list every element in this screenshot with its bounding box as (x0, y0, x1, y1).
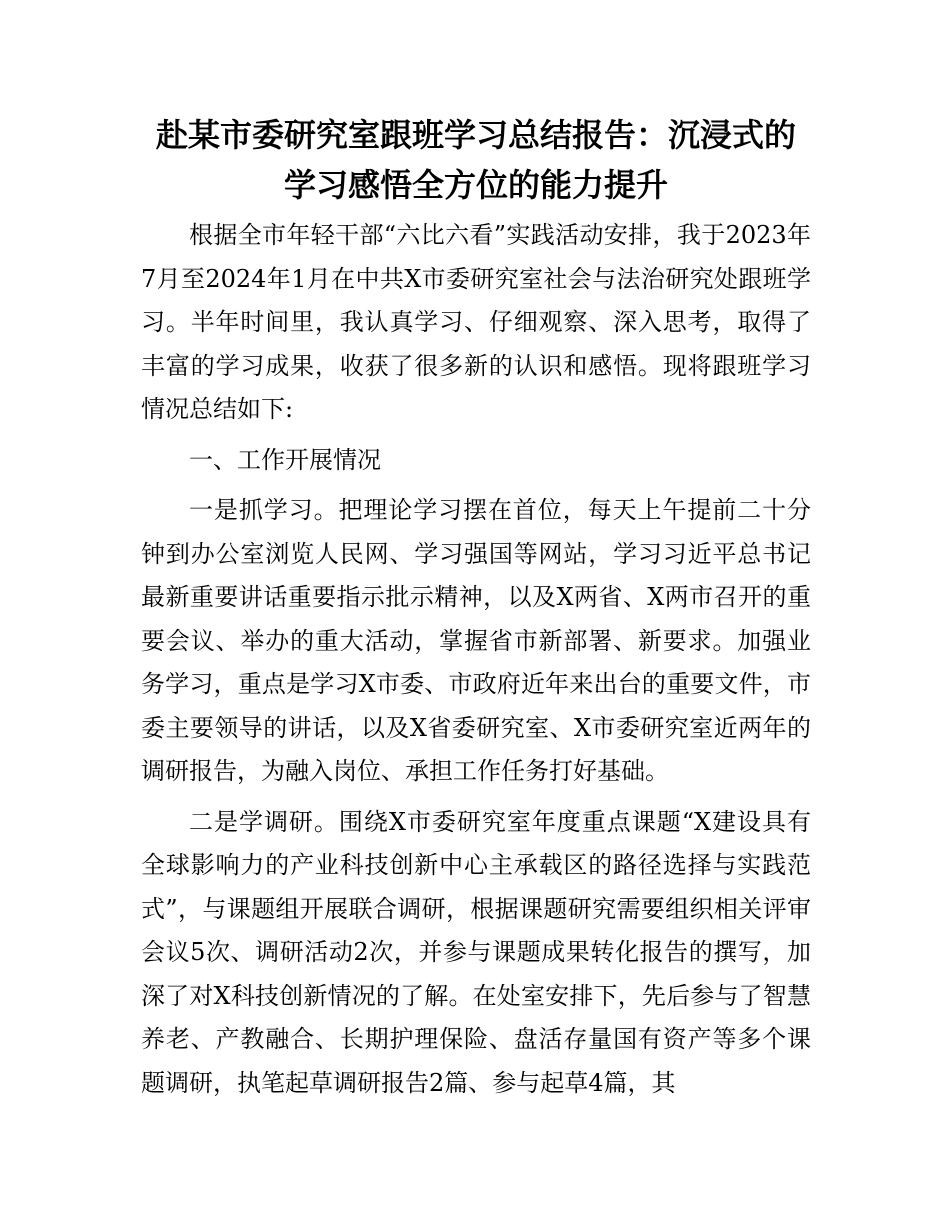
intro-paragraph: 根据全市年轻干部“六比六看”实践活动安排，我于2023年7月至2024年1月在中共X市委研究室社会与法治研究处跟班学习。半年时间里，我认真学习、仔细观察、深入思考，取得了丰富的学习成果，收获了很多新的认识和感悟。现将跟班学习情况总结如下: (141, 221, 811, 423)
document-title (140, 110, 812, 210)
section-heading: 一、工作开展情况 (189, 445, 381, 474)
body-paragraph-study: 一是抓学习。把理论学习摆在首位，每天上午提前二十分钟到办公室浏览人民网、学习强国等网站，学习习近平总书记最新重要讲话重要指示批示精神，以及X两省、X两市召开的重要会议、举办的重大活动，掌握省市新部署、新要求。加强业务学习，重点是学习X市委、市政府近年来出台的重要文件，市委主要领导的讲话，以及X省委研究室、X市委研究室近两年的调研报告，为融入岗位、承担工作任务打好基础。 (141, 496, 811, 785)
document-title-line-1: 赴某市委研究室跟班学习总结报告：沉浸式的 (155, 116, 796, 154)
body-paragraph-research: 二是学调研。围绕X市委研究室年度重点课题“X建设具有全球影响力的产业科技创新中心主承载区的路径选择与实践范式”，与课题组开展联合调研，根据课题研究需要组织相关评审会议5次、调研活动2次，并参与课题成果转化报告的撰写，加深了对X科技创新情况的了解。在处室安排下，先后参与了智慧养老、产教融合、长期护理保险、盘活存量国有资产等多个课题调研，执笔起草调研报告2篇、参与起草4篇，其 (141, 807, 811, 1097)
document-title-line-2: 学习感悟全方位的能力提升 (283, 166, 668, 204)
document-body (141, 214, 811, 1105)
